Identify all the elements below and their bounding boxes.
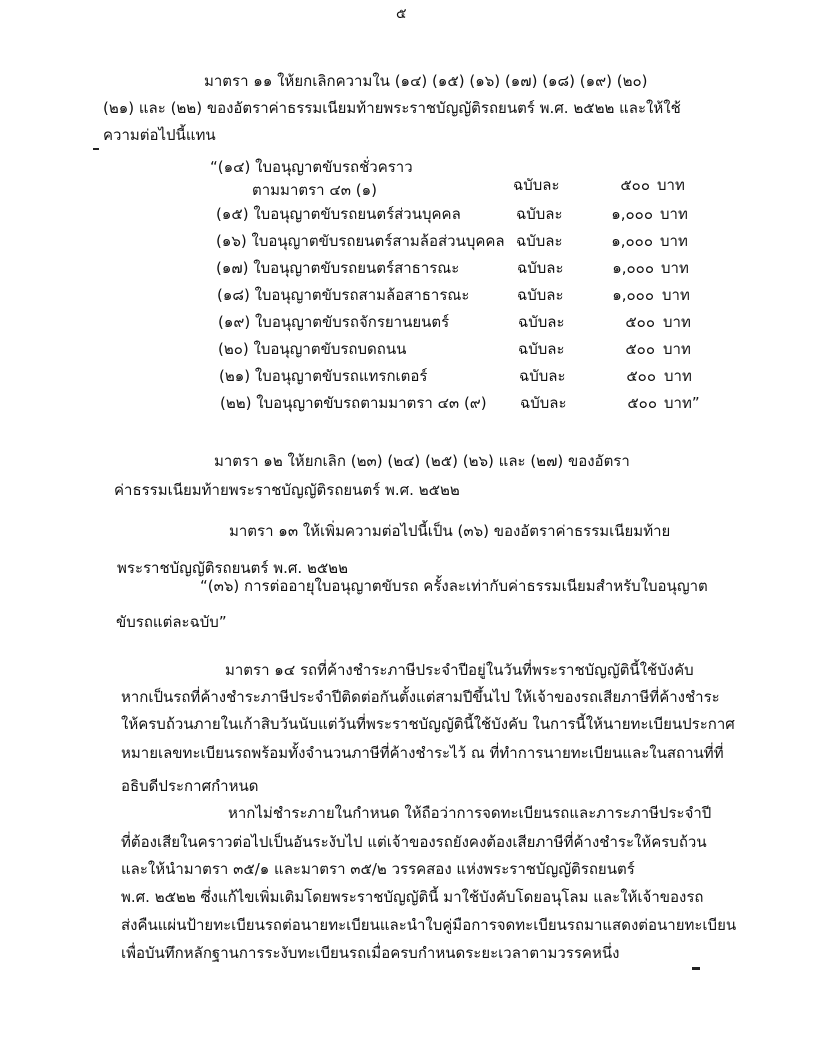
fee-currency: บาท xyxy=(661,259,689,277)
fee-item-14-line-1: “(๑๔) ใบอนุญาตขับรถชั่วคราว xyxy=(210,158,413,176)
fee-unit: ฉบับละ xyxy=(517,286,564,304)
fee-amount: ๑,๐๐๐ xyxy=(612,286,654,304)
section-14-line-1: มาตรา ๑๔ รถที่ค้างชำระภาษีประจำปีอยู่ในวันที่พระราชบัญญัตินี้ใช้บังคับ xyxy=(225,661,694,679)
fee-currency: บาท xyxy=(663,340,691,358)
section-14-line-8: และให้นำมาตรา ๓๕/๑ และมาตรา ๓๕/๒ วรรคสอง แห่งพระราชบัญญัติรถยนตร์ xyxy=(121,860,635,878)
fee-currency: บาท xyxy=(660,205,688,223)
section-13-line-1: มาตรา ๑๓ ให้เพิ่มความต่อไปนี้เป็น (๓๖) ของอัตราค่าธรรมเนียมท้าย xyxy=(229,522,671,540)
fee-currency: บาท xyxy=(663,313,691,331)
section-14-line-5: อธิบดีประกาศกำหนด xyxy=(121,777,259,795)
section-14-line-10: ส่งคืนแผ่นป้ายทะเบียนรถต่อนายทะเบียนและนำใบคู่มือการจดทะเบียนรถมาแสดงต่อนายทะเบียน xyxy=(121,916,737,934)
fee-amount: ๕๐๐ xyxy=(626,367,656,385)
section-14-line-3: ให้ครบถ้วนภายในเก้าสิบวันนับแต่วันที่พระราชบัญญัตินี้ใช้บังคับ ในการนี้ให้นายทะเบียนประกาศ xyxy=(121,715,735,733)
fee-item-14-line-2: ตามมาตรา ๔๓ (๑) xyxy=(252,181,377,199)
fee-name: (๑๗) ใบอนุญาตขับรถยนตร์สาธารณะ xyxy=(216,259,460,277)
fee-unit: ฉบับละ xyxy=(516,232,563,250)
fee-currency: บาท” xyxy=(664,394,700,412)
section-14-line-4: หมายเลขทะเบียนรถพร้อมทั้งจำนวนภาษีที่ค้างชำระไว้ ณ ที่ทำการนายทะเบียนและในสถานที่ที่ xyxy=(121,744,724,762)
fee-name: (๑๙) ใบอนุญาตขับรถจักรยานยนตร์ xyxy=(218,313,450,331)
section-11-line-1: มาตรา ๑๑ ให้ยกเลิกความใน (๑๔) (๑๕) (๑๖) (๑๗) (๑๘) (๑๙) (๒๐) xyxy=(204,72,648,90)
section-13-line-4: ขับรถแต่ละฉบับ” xyxy=(116,613,227,631)
fee-name: (๒๑) ใบอนุญาตขับรถแทรกเตอร์ xyxy=(219,367,428,385)
fee-name: (๒๒) ใบอนุญาตขับรถตามมาตรา ๔๓ (๙) xyxy=(220,394,487,412)
fee-unit: ฉบับละ xyxy=(513,176,560,194)
fee-currency: บาท xyxy=(657,176,685,194)
fee-amount: ๑,๐๐๐ xyxy=(612,259,654,277)
section-14-line-11: เพื่อบันทึกหลักฐานการระงับทะเบียนรถเมื่อครบกำหนดระยะเวลาตามวรรคหนึ่ง xyxy=(121,944,620,962)
section-12-line-2: ค่าธรรมเนียมท้ายพระราชบัญญัติรถยนตร์ พ.ศ. ๒๕๒๒ xyxy=(114,481,460,499)
fee-unit: ฉบับละ xyxy=(516,205,563,223)
fee-amount: ๕๐๐ xyxy=(620,176,650,194)
fee-currency: บาท xyxy=(664,367,692,385)
fee-name: (๑๖) ใบอนุญาตขับรถยนตร์สามล้อส่วนบุคคล xyxy=(216,232,505,250)
section-14-line-9: พ.ศ. ๒๕๒๒ ซึ่งแก้ไขเพิ่มเติมโดยพระราชบัญญัตินี้ มาใช้บังคับโดยอนุโลม และให้เจ้าของรถ xyxy=(121,888,704,906)
section-14-line-2: หากเป็นรถที่ค้างชำระภาษีประจำปีติดต่อกันตั้งแต่สามปีขึ้นไป ให้เจ้าของรถเสียภาษีที่ค้างชำระ xyxy=(121,688,720,706)
fee-unit: ฉบับละ xyxy=(518,313,565,331)
section-14-line-7: ที่ต้องเสียในคราวต่อไปเป็นอันระงับไป แต่เจ้าของรถยังคงต้องเสียภาษีที่ค้างชำระให้ครบถ้วน xyxy=(121,833,707,851)
scan-mark xyxy=(93,148,99,150)
fee-name: (๑๕) ใบอนุญาตขับรถยนตร์ส่วนบุคคล xyxy=(216,205,461,223)
fee-currency: บาท xyxy=(660,232,688,250)
fee-unit: ฉบับละ xyxy=(517,259,564,277)
scan-mark xyxy=(692,967,700,970)
fee-amount: ๕๐๐ xyxy=(627,394,657,412)
section-14-line-6: หากไม่ชำระภายในกำหนด ให้ถือว่าการจดทะเบียนรถและภาระภาษีประจำปี xyxy=(228,804,712,822)
section-12-line-1: มาตรา ๑๒ ให้ยกเลิก (๒๓) (๒๔) (๒๕) (๒๖) และ (๒๗) ของอัตรา xyxy=(214,452,630,470)
section-13-line-2: พระราชบัญญัติรถยนตร์ พ.ศ. ๒๕๒๒ xyxy=(117,559,348,577)
fee-amount: ๕๐๐ xyxy=(625,313,655,331)
section-13-line-3: “(๓๖) การต่ออายุใบอนุญาตขับรถ ครั้งละเท่ากับค่าธรรมเนียมสำหรับใบอนุญาต xyxy=(200,577,708,595)
fee-currency: บาท xyxy=(662,286,690,304)
fee-amount: ๕๐๐ xyxy=(625,340,655,358)
fee-unit: ฉบับละ xyxy=(520,394,567,412)
section-11-line-2: (๒๑) และ (๒๒) ของอัตราค่าธรรมเนียมท้ายพระราชบัญญัติรถยนตร์ พ.ศ. ๒๕๒๒ และให้ใช้ xyxy=(103,99,681,117)
section-11-line-3: ความต่อไปนี้แทน xyxy=(103,126,216,144)
fee-name: (๑๘) ใบอนุญาตขับรถสามล้อสาธารณะ xyxy=(217,286,470,304)
fee-amount: ๑,๐๐๐ xyxy=(611,232,653,250)
fee-unit: ฉบับละ xyxy=(518,340,565,358)
fee-unit: ฉบับละ xyxy=(519,367,566,385)
page-number: ๕ xyxy=(396,6,407,22)
fee-name: (๒๐) ใบอนุญาตขับรถบดถนน xyxy=(218,340,407,358)
fee-amount: ๑,๐๐๐ xyxy=(611,205,653,223)
